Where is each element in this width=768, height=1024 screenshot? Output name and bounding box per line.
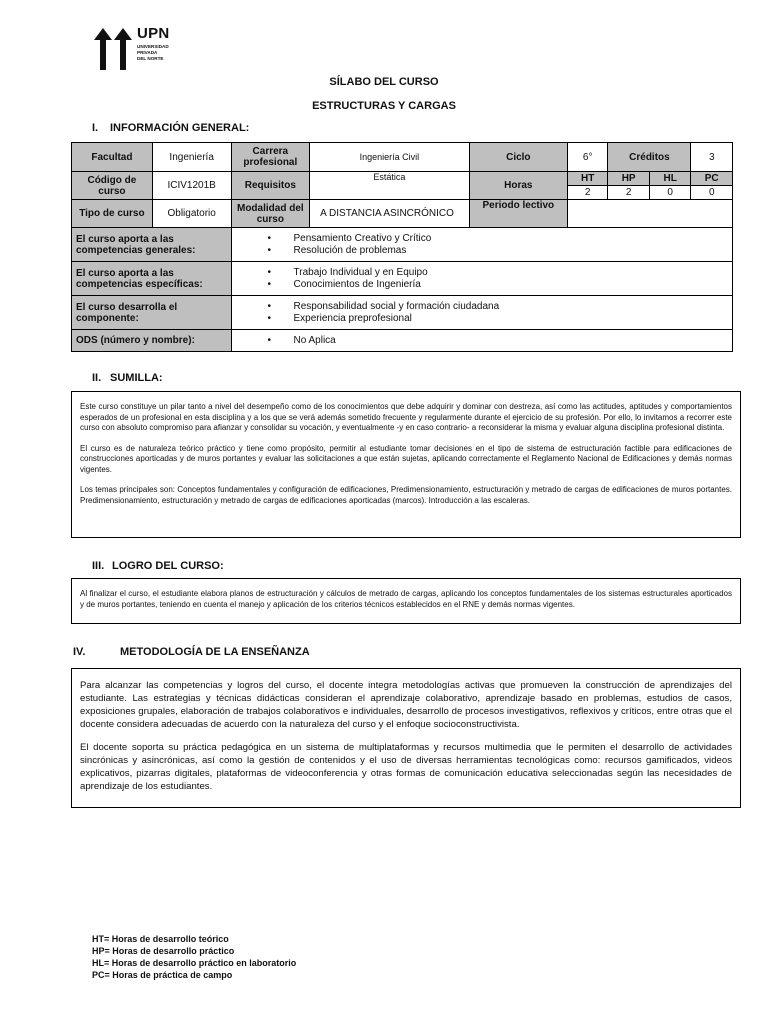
- ciclo-value: 6°: [567, 143, 607, 172]
- hours-value-pc: 0: [691, 186, 733, 200]
- list-item: • No Aplica: [268, 335, 731, 347]
- metodologia-paragraph: Para alcanzar las competencias y logros del curso, el docente integra metodologías activas que promueven la construcción de aprendizajes del estudiante. Las estrategias y técnicas didácticas consideran el aprendizaje colaborativo, aprendizaje basado en problemas, estudios de casos, exposiciones grupales, elaboración de trabajos colaborativos e individuales, desarrollo de procesos investigativos, reflexivos y críticos, entre otras que el docente considera adecuadas de acuerdo con la naturaleza del curso y el enfoque socioconstructivista.: [80, 680, 732, 730]
- legend-item: HT= Horas de desarrollo teórico: [92, 934, 229, 944]
- sumilla-box: [71, 391, 741, 538]
- upn-logo: [90, 20, 184, 74]
- periodo-value: [567, 200, 732, 228]
- componente-label: El curso desarrolla el componente:: [72, 296, 232, 330]
- carrera-label: Carrera profesional: [231, 143, 310, 172]
- upn-arrows-icon: [92, 26, 134, 70]
- requisitos-label: Requisitos: [231, 172, 310, 200]
- legend-item: HL= Horas de desarrollo práctico en laboratorio: [92, 958, 297, 968]
- general-info-table: [71, 142, 733, 352]
- ciclo-label: Ciclo: [469, 143, 567, 172]
- ods-list: [231, 330, 733, 352]
- tipo-value: Obligatorio: [152, 200, 231, 228]
- hours-header-hp: HP: [608, 172, 650, 186]
- generales-list: [231, 228, 733, 262]
- hours-value-hp: 2: [608, 186, 650, 200]
- section-1-heading: I. INFORMACIÓN GENERAL:: [92, 122, 250, 134]
- document-title: SÍLABO DEL CURSO: [329, 76, 439, 88]
- metodologia-paragraph: El docente soporta su práctica pedagógica en un sistema de multiplataformas y recursos multimedia que le permiten el desarrollo de actividades sincrónicas y asincrónicas, así como la gestión de contenidos y el uso de diversas herramientas tecnológicas como: recursos gamificados, videos explicativos, pizarras digitales, plataformas de videoconferencia y otras formas de comunicación educativa seleccionadas según las necesidades de aprendizaje de los estudiantes.: [80, 742, 732, 792]
- especificas-list: [231, 262, 733, 296]
- logo-brand: UPN: [137, 25, 170, 42]
- facultad-value: Ingeniería: [152, 143, 231, 172]
- list-item: • Pensamiento Creativo y Crítico: [268, 233, 731, 245]
- legend-item: HP= Horas de desarrollo práctico: [92, 946, 235, 956]
- metodologia-box: [71, 668, 741, 808]
- componente-list: [231, 296, 733, 330]
- codigo-value: ICIV1201B: [152, 172, 231, 200]
- creditos-value: 3: [691, 143, 733, 172]
- section-3-heading: III. LOGRO DEL CURSO:: [92, 560, 224, 572]
- periodo-label: Periodo lectivo: [469, 200, 567, 228]
- carrera-value: Ingeniería Civil: [310, 143, 470, 172]
- creditos-label: Créditos: [608, 143, 691, 172]
- requisitos-value: Estática: [310, 172, 470, 200]
- section-4-heading: IV. METODOLOGÍA DE LA ENSEÑANZA: [73, 646, 310, 658]
- codigo-label: Código de curso: [72, 172, 153, 200]
- sumilla-paragraph: El curso es de naturaleza teórico práctico y tiene como propósito, permitir al estudiante tomar decisiones en el tipo de sistema de estructuración factible para edificaciones de construcciones aporticadas y de muros portantes y evaluar las solicitaciones a que están sujetas, aplicando correctamente el Reglamento Nacional de Edificaciones y demás normas vigentes.: [80, 443, 732, 474]
- legend-item: PC= Horas de práctica de campo: [92, 970, 233, 980]
- generales-label: El curso aporta a las competencias generales:: [72, 228, 232, 262]
- hours-header-hl: HL: [649, 172, 691, 186]
- ods-label: ODS (número y nombre):: [72, 330, 232, 352]
- list-item: • Responsabilidad social y formación ciudadana: [268, 301, 731, 313]
- hours-header-ht: HT: [567, 172, 607, 186]
- logro-paragraph: Al finalizar el curso, el estudiante elabora planos de estructuración y cálculos de metrado de cargas, aplicando los conceptos fundamentales de los sistemas estructurales aporticados y de muros portantes, teniendo en cuenta el manejo y aplicación de los criterios técnicos establecidos en el RNE y demás normas vigentes.: [80, 589, 732, 609]
- sumilla-paragraph: Este curso constituye un pilar tanto a nivel del desempeño como de los conocimientos que debe adquirir y dominar con destreza, así como las actitudes, aptitudes y comportamientos esperados de un profesional en esta disciplina y a los que se verá además sometido frecuente y regularmente durante el ejercicio de su profesión. Por ello, lo invitamos a recorrer este curso con absoluto compromiso para afianzar y consolidar su vocación, y eventualmente -y en caso contrario- a reconsiderar la misma y evaluar alguna disciplina profesional distinta.: [80, 402, 732, 432]
- list-item: • Trabajo Individual y en Equipo: [268, 267, 731, 279]
- hours-value-ht: 2: [567, 186, 607, 200]
- horas-label: Horas: [469, 172, 567, 200]
- section-2-heading: II. SUMILLA:: [92, 372, 163, 384]
- tipo-label: Tipo de curso: [72, 200, 153, 228]
- list-item: • Resolución de problemas: [268, 245, 731, 257]
- hours-header-pc: PC: [691, 172, 733, 186]
- modalidad-value: A DISTANCIA ASINCRÓNICO: [310, 200, 470, 228]
- logo-subtitle: UNIVERSIDAD PRIVADA DEL NORTE: [137, 44, 169, 61]
- logro-box: [71, 578, 741, 624]
- list-item: • Conocimientos de Ingeniería: [268, 279, 731, 291]
- facultad-label: Facultad: [72, 143, 153, 172]
- modalidad-label: Modalidad del curso: [231, 200, 310, 228]
- hours-value-hl: 0: [649, 186, 691, 200]
- list-item: • Experiencia preprofesional: [268, 313, 731, 325]
- especificas-label: El curso aporta a las competencias específicas:: [72, 262, 232, 296]
- course-name: ESTRUCTURAS Y CARGAS: [312, 100, 456, 112]
- hours-legend: [92, 933, 296, 981]
- sumilla-paragraph: Los temas principales son: Conceptos fundamentales y configuración de edificaciones, Predimensionamiento, estructuración y metrado de cargas de edificaciones de muros portantes. Predimensionamiento, estructuración y metrado de cargas de edificaciones aporticadas (marcos). Introducción a las escaleras.: [80, 485, 732, 505]
